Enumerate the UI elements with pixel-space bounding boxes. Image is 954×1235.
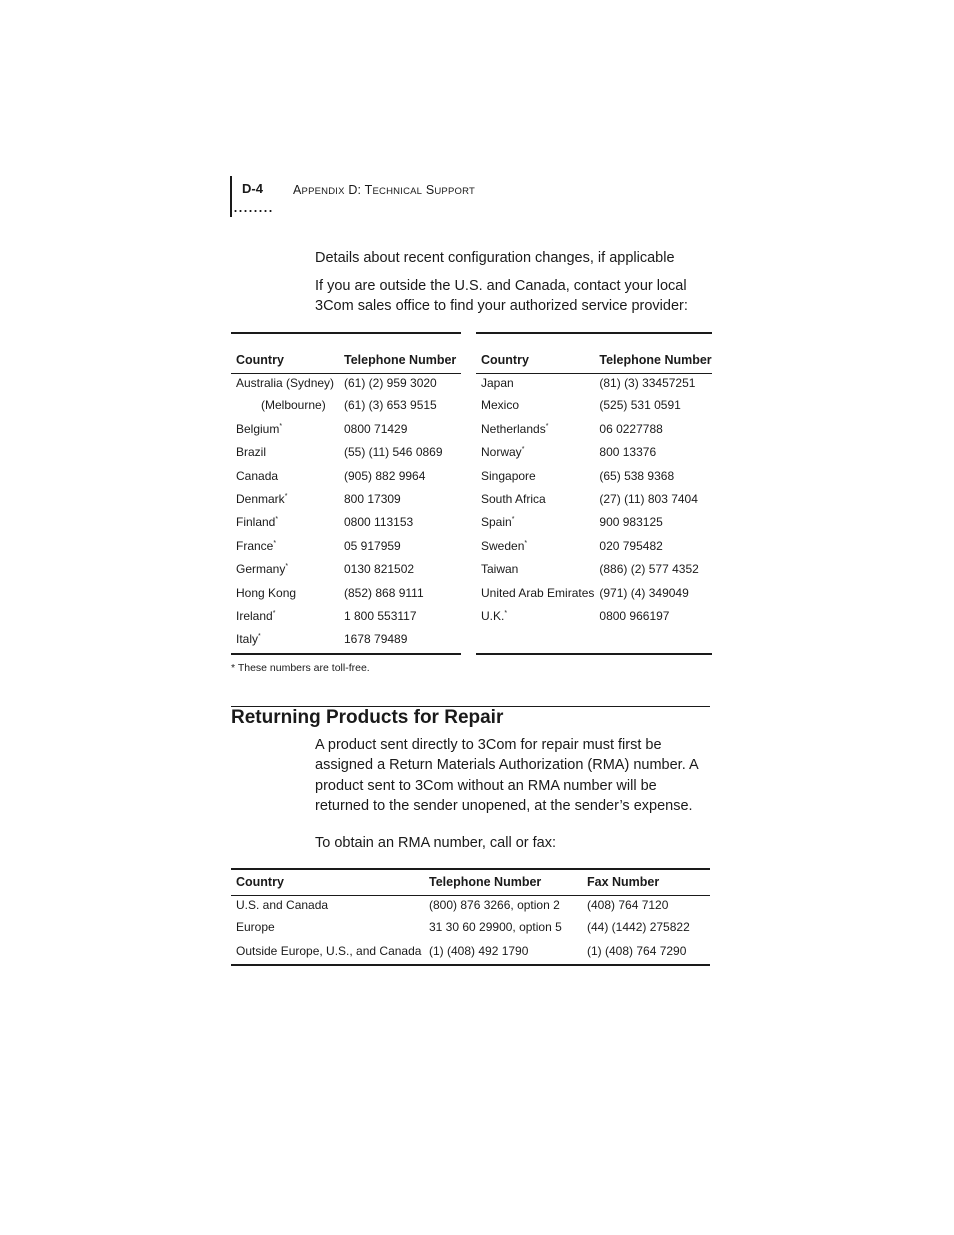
country-name: Netherlands bbox=[481, 421, 546, 436]
country-name: South Africa bbox=[481, 491, 546, 506]
toll-free-marker: * bbox=[521, 446, 525, 454]
running-head-part: D: T bbox=[344, 183, 373, 197]
running-head-part: ECHNICAL bbox=[372, 186, 423, 197]
country-cell bbox=[231, 560, 339, 583]
column-header-telephone: Telephone Number bbox=[339, 333, 461, 373]
telephone-cell: 800 17309 bbox=[344, 491, 401, 506]
toll-free-marker: * bbox=[524, 539, 528, 547]
detail-line: Details about recent configuration changes, if applicable bbox=[315, 250, 675, 266]
country-name: Finland bbox=[236, 515, 276, 530]
country-name: Italy bbox=[236, 632, 259, 647]
phone-table-right-body bbox=[476, 373, 712, 654]
country-cell bbox=[476, 630, 594, 653]
country-name: Ireland bbox=[236, 608, 273, 623]
rma-fax: (1) (408) 764 7290 bbox=[587, 943, 687, 958]
table-row bbox=[231, 537, 461, 560]
table-row bbox=[231, 373, 461, 396]
telephone-cell: (55) (11) 546 0869 bbox=[344, 445, 443, 460]
section-heading: Returning Products for Repair bbox=[231, 707, 504, 728]
country-cell bbox=[476, 396, 594, 419]
table-row bbox=[231, 630, 461, 653]
table-row bbox=[476, 607, 712, 630]
country-cell bbox=[476, 420, 594, 443]
country-name: Canada bbox=[236, 468, 279, 483]
country-cell bbox=[476, 373, 594, 396]
telephone-cell: 0800 966197 bbox=[599, 608, 670, 623]
table-row bbox=[231, 560, 461, 583]
country-name: France bbox=[236, 538, 274, 553]
obtain-rma-line: To obtain an RMA number, call or fax: bbox=[315, 835, 556, 851]
country-name: Sweden bbox=[481, 538, 525, 553]
country-name: Brazil bbox=[236, 445, 267, 460]
repair-paragraph: A product sent directly to 3Com for repair must first be assigned a Return Materials Authorization (RMA) number. A product sent to 3Com without an RMA number will be returned to the sender unopened, at the sender’s expense. bbox=[315, 737, 698, 814]
country-cell bbox=[231, 420, 339, 443]
country-name: U.K. bbox=[481, 608, 505, 623]
running-head bbox=[293, 183, 475, 197]
toll-free-marker: * bbox=[279, 422, 283, 430]
table-row bbox=[476, 467, 712, 490]
phone-table-right bbox=[476, 332, 712, 655]
table-row bbox=[231, 420, 461, 443]
table-row bbox=[476, 513, 712, 536]
telephone-cell: 06 0227788 bbox=[599, 421, 663, 436]
table-row bbox=[231, 584, 461, 607]
country-name: Hong Kong bbox=[236, 585, 297, 600]
rma-telephone: 31 30 60 29900, option 5 bbox=[429, 920, 562, 935]
column-header-telephone: Telephone Number bbox=[594, 333, 711, 373]
telephone-cell: (886) (2) 577 4352 bbox=[599, 562, 699, 577]
toll-free-marker: * bbox=[285, 563, 289, 571]
country-cell bbox=[476, 607, 594, 630]
country-name: Belgium bbox=[236, 421, 280, 436]
running-head-part: PPENDIX bbox=[301, 186, 345, 197]
telephone-cell: (971) (4) 349049 bbox=[599, 585, 689, 600]
country-name: Singapore bbox=[481, 468, 536, 483]
table-row bbox=[476, 584, 712, 607]
telephone-cell: (852) 868 9111 bbox=[344, 585, 424, 600]
header-rule bbox=[230, 176, 232, 217]
table-row bbox=[231, 513, 461, 536]
phone-table-left-body bbox=[231, 373, 461, 654]
running-head-part: S bbox=[422, 183, 435, 197]
table-row bbox=[476, 537, 712, 560]
telephone-cell: 0130 821502 bbox=[344, 562, 415, 577]
country-cell bbox=[231, 607, 339, 630]
table-row bbox=[476, 443, 712, 466]
running-head-part: UPPORT bbox=[434, 186, 475, 197]
country-name: Norway bbox=[481, 445, 522, 460]
country-cell bbox=[476, 584, 594, 607]
telephone-cell: 0800 113153 bbox=[344, 515, 414, 530]
rma-country: Europe bbox=[236, 920, 275, 935]
table-row bbox=[231, 918, 710, 941]
page-number: D-4 bbox=[242, 181, 263, 196]
country-cell bbox=[231, 513, 339, 536]
country-cell bbox=[231, 630, 339, 653]
country-name: Australia (Sydney) bbox=[236, 375, 335, 390]
telephone-cell bbox=[594, 630, 711, 653]
column-header-country: Country bbox=[231, 333, 339, 373]
country-name: United Arab Emirates bbox=[481, 585, 595, 600]
country-cell bbox=[476, 467, 594, 490]
telephone-cell: 900 983125 bbox=[599, 515, 663, 530]
toll-free-marker: * bbox=[545, 422, 549, 430]
toll-free-footnote: * These numbers are toll-free. bbox=[231, 662, 370, 674]
country-cell bbox=[231, 443, 339, 466]
telephone-cell: 0800 71429 bbox=[344, 421, 408, 436]
phone-table-left bbox=[231, 332, 461, 655]
country-cell bbox=[231, 584, 339, 607]
telephone-cell: 1 800 553117 bbox=[344, 608, 417, 623]
header-dotted-ornament bbox=[233, 209, 273, 213]
country-cell bbox=[231, 490, 339, 513]
country-cell bbox=[231, 537, 339, 560]
telephone-cell: (61) (2) 959 3020 bbox=[344, 375, 437, 390]
running-head-part: A bbox=[293, 183, 302, 197]
table-row bbox=[476, 373, 712, 396]
toll-free-marker: * bbox=[273, 539, 277, 547]
rma-fax: (408) 764 7120 bbox=[587, 897, 669, 912]
outside-us-paragraph: If you are outside the U.S. and Canada, contact your local 3Com sales office to find your authorized service provider: bbox=[315, 278, 688, 315]
country-cell bbox=[476, 513, 594, 536]
rma-country: U.S. and Canada bbox=[236, 897, 329, 912]
table-row bbox=[476, 560, 712, 583]
telephone-cell: (61) (3) 653 9515 bbox=[344, 398, 437, 413]
country-cell bbox=[231, 396, 339, 419]
country-cell bbox=[476, 490, 594, 513]
rma-header-telephone: Telephone Number bbox=[424, 869, 582, 895]
toll-free-marker: * bbox=[511, 516, 515, 524]
rma-telephone: (1) (408) 492 1790 bbox=[429, 943, 529, 958]
table-row bbox=[231, 490, 461, 513]
telephone-cell: (525) 531 0591 bbox=[599, 398, 681, 413]
rma-header-country: Country bbox=[231, 869, 424, 895]
table-row bbox=[231, 443, 461, 466]
country-cell bbox=[476, 560, 594, 583]
telephone-cell: (905) 882 9964 bbox=[344, 468, 426, 483]
telephone-cell: (27) (11) 803 7404 bbox=[599, 491, 698, 506]
table-row bbox=[476, 630, 712, 653]
toll-free-marker: * bbox=[504, 609, 508, 617]
table-row bbox=[231, 895, 710, 918]
country-name: (Melbourne) bbox=[261, 398, 326, 413]
column-header-country: Country bbox=[476, 333, 594, 373]
telephone-cell: 800 13376 bbox=[599, 445, 657, 460]
rma-fax: (44) (1442) 275822 bbox=[587, 920, 690, 935]
table-row bbox=[476, 420, 712, 443]
country-cell bbox=[231, 467, 339, 490]
country-name: Germany bbox=[236, 562, 286, 577]
table-row bbox=[231, 396, 461, 419]
toll-free-marker: * bbox=[272, 609, 276, 617]
table-row bbox=[231, 942, 710, 965]
table-row bbox=[231, 607, 461, 630]
toll-free-marker: * bbox=[284, 492, 288, 500]
rma-table bbox=[231, 868, 710, 966]
telephone-cell: (65) 538 9368 bbox=[599, 468, 675, 483]
telephone-cell: 1678 79489 bbox=[344, 632, 408, 647]
country-name: Denmark bbox=[236, 491, 285, 506]
country-cell bbox=[476, 443, 594, 466]
country-name: Spain bbox=[481, 515, 512, 530]
telephone-cell: (81) (3) 33457251 bbox=[599, 375, 696, 390]
country-cell bbox=[231, 373, 339, 396]
telephone-cell: 05 917959 bbox=[344, 538, 401, 553]
table-row bbox=[476, 490, 712, 513]
toll-free-marker: * bbox=[258, 633, 261, 641]
table-row bbox=[231, 467, 461, 490]
country-name: Taiwan bbox=[481, 562, 519, 577]
rma-header-fax: Fax Number bbox=[582, 869, 710, 895]
telephone-cell: 020 795482 bbox=[599, 538, 663, 553]
toll-free-marker: * bbox=[275, 516, 279, 524]
country-cell bbox=[476, 537, 594, 560]
rma-country: Outside Europe, U.S., and Canada bbox=[236, 943, 422, 958]
country-name: Japan bbox=[481, 375, 514, 390]
rma-telephone: (800) 876 3266, option 2 bbox=[429, 897, 560, 912]
country-name: Mexico bbox=[481, 398, 520, 413]
table-row bbox=[476, 396, 712, 419]
